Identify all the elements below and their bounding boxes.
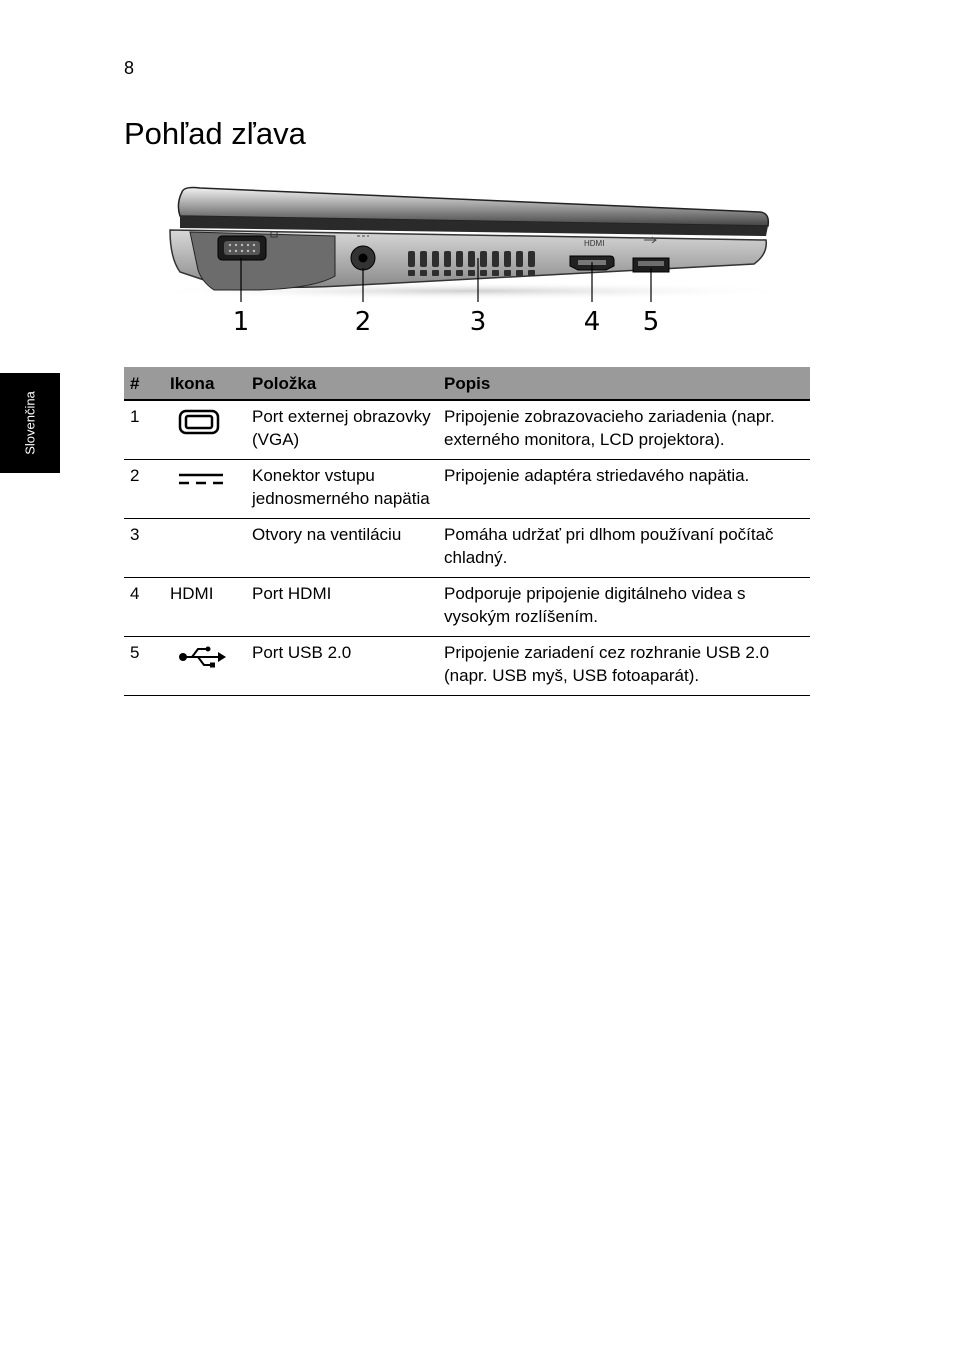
callout-4: 4 <box>583 307 601 337</box>
page-title: Pohľad zľava <box>124 116 306 151</box>
row-item: Konektor vstupu jednosmerného napätia <box>246 460 438 519</box>
callout-3: 3 <box>469 307 487 337</box>
row-icon <box>164 637 246 696</box>
language-side-tab <box>0 373 60 473</box>
row-item: Port HDMI <box>246 578 438 637</box>
row-description: Pomáha udržať pri dlhom používaní počítač chladný. <box>438 519 810 578</box>
row-number: 3 <box>124 519 164 578</box>
row-description: Podporuje pripojenie digitálneho videa s vysokým rozlíšením. <box>438 578 810 637</box>
row-number: 5 <box>124 637 164 696</box>
row-description: Pripojenie zariadení cez rozhranie USB 2.0 (napr. USB myš, USB fotoaparát). <box>438 637 810 696</box>
row-item: Port externej obrazovky (VGA) <box>246 400 438 460</box>
row-icon <box>164 519 246 578</box>
ports-table <box>124 367 810 696</box>
row-icon <box>164 400 246 460</box>
row-description: Pripojenie adaptéra striedavého napätia. <box>438 460 810 519</box>
row-number: 1 <box>124 400 164 460</box>
table-row <box>124 460 810 519</box>
usb-icon <box>178 645 228 669</box>
header-number: # <box>124 367 164 400</box>
row-item: Port USB 2.0 <box>246 637 438 696</box>
page-number: 8 <box>124 58 135 78</box>
header-item: Položka <box>246 367 438 400</box>
callout-5: 5 <box>642 307 660 337</box>
header-description: Popis <box>438 367 810 400</box>
language-label: Slovenčina <box>22 391 38 455</box>
table-row <box>124 578 810 637</box>
row-icon <box>164 460 246 519</box>
row-icon-text: HDMI <box>164 578 246 637</box>
header-icon: Ikona <box>164 367 246 400</box>
vga-port-icon <box>178 409 220 435</box>
table-header-row <box>124 367 810 400</box>
row-description: Pripojenie zobrazovacieho zariadenia (napr. externého monitora, LCD projektora). <box>438 400 810 460</box>
row-number: 2 <box>124 460 164 519</box>
hdmi-port-label: HDMI <box>584 239 605 248</box>
callout-2: 2 <box>354 307 372 337</box>
laptop-left-view-figure <box>140 178 800 348</box>
table-row <box>124 400 810 460</box>
callout-1: 1 <box>232 307 250 337</box>
table-row <box>124 519 810 578</box>
table-row <box>124 637 810 696</box>
row-item: Otvory na ventiláciu <box>246 519 438 578</box>
dc-in-icon <box>178 468 224 490</box>
row-number: 4 <box>124 578 164 637</box>
